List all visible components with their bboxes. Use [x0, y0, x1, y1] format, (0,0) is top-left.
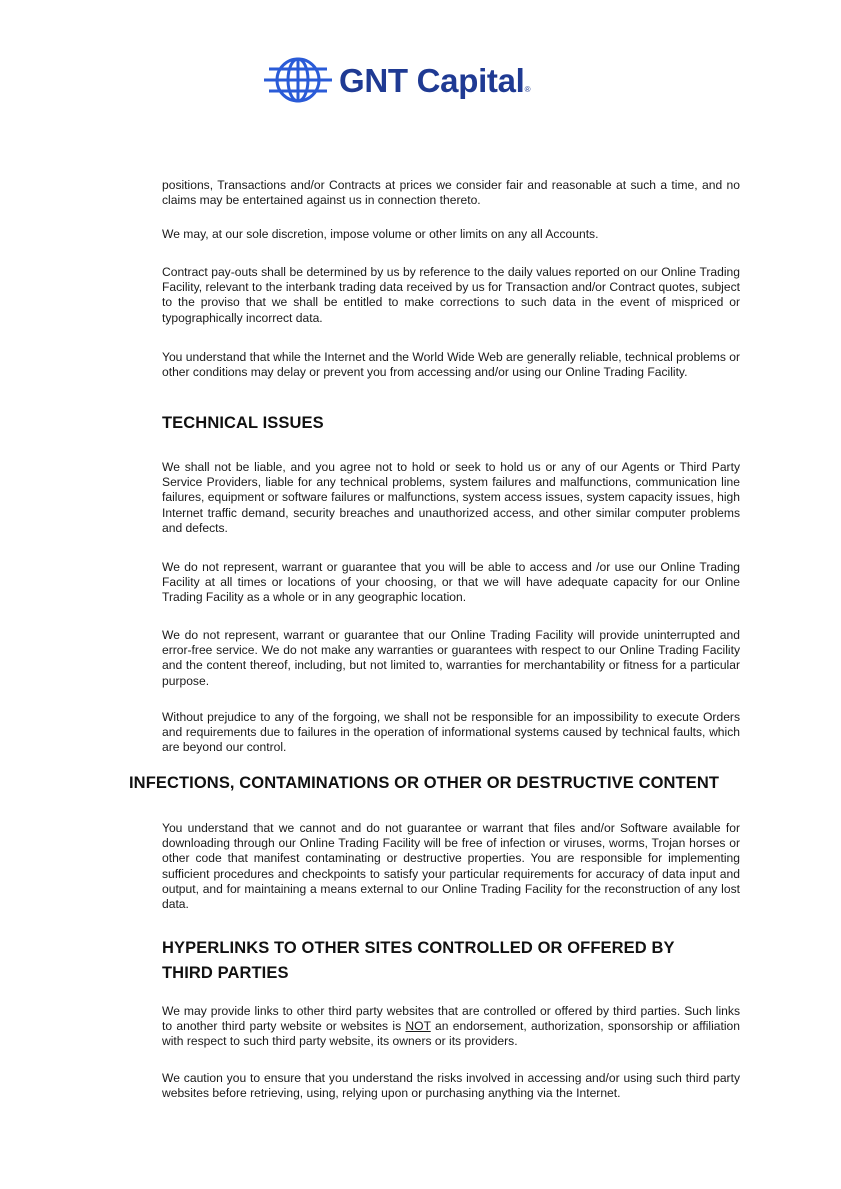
paragraph-caution: We caution you to ensure that you understand the risks involved in accessing and/or using such third party websites before retrieving, using, relying upon or purchasing anything via the Internet. — [162, 1071, 740, 1101]
paragraph-without-prejudice: Without prejudice to any of the forgoing, we shall not be responsible for an impossibility to execute Orders and requirements due to failures in the operation of informational systems caused by technical faults, which are beyond our control. — [162, 710, 740, 755]
paragraph-internet-reliability: You understand that while the Internet and the World Wide Web are generally reliable, technical problems or other conditions may delay or prevent you from accessing and/or using our Online Trading Facility. — [162, 350, 740, 380]
paragraph-contract-payouts: Contract pay-outs shall be determined by us by reference to the daily values reported on our Online Trading Facility, relevant to the interbank trading data received by us for Transaction and/or Contract quotes, subject to the proviso that we shall be entitled to make corrections to such data in the event of mispriced or typographically incorrect data. — [162, 265, 740, 325]
paragraph-access-guarantee: We do not represent, warrant or guarantee that you will be able to access and /or use our Online Trading Facility at all times or locations of your choosing, or that we will have adequate capacity for our Online Trading Facility as a whole or in any geographic location. — [162, 560, 740, 605]
registered-mark: ® — [524, 84, 531, 94]
brand-logo — [263, 52, 583, 108]
heading-infections: INFECTIONS, CONTAMINATIONS OR OTHER OR DESTRUCTIVE CONTENT — [129, 774, 720, 792]
heading-hyperlinks: HYPERLINKS TO OTHER SITES CONTROLLED OR OFFERED BY THIRD PARTIES — [162, 939, 675, 982]
heading-technical-issues: TECHNICAL ISSUES — [162, 414, 324, 432]
paragraph-infections: You understand that we cannot and do not guarantee or warrant that files and/or Software available for downloading through our Online Trading Facility will be free of infection or viruses, worms, Trojan horses or other code that manifest contaminating or destructive properties. You are responsible for implementing sufficient procedures and checkpoints to satisfy your particular requirements for accuracy of data input and output, and for maintaining a means external to our Online Trading Facility for the reconstruction of any lost data. — [162, 821, 740, 912]
not-emphasis: NOT — [405, 1019, 431, 1034]
paragraph-positions: positions, Transactions and/or Contracts at prices we consider fair and reasonable at such a time, and no claims may be entertained against us in connection thereto. — [162, 178, 740, 208]
paragraph-technical-liability: We shall not be liable, and you agree not to hold or seek to hold us or any of our Agents or Third Party Service Providers, liable for any technical problems, system failures and malfunctions, communication line failures, equipment or software failures or malfunctions, system access issues, system capacity issues, high Internet traffic demand, security breaches and unauthorized access, and other similar computer problems and defects. — [162, 460, 740, 535]
paragraph-third-party-links: We may provide links to other third party websites that are controlled or offered by third parties. Such links to another third party website or websites is NOT an endorsement, authorization, sponsorship or affiliation with respect to such third party website, its owners or its providers. — [162, 1004, 740, 1049]
brand-name: GNT Capital® — [339, 61, 531, 99]
paragraph-error-free-service: We do not represent, warrant or guarantee that our Online Trading Facility will provide uninterrupted and error-free service. We do not make any warranties or guarantees with respect to our Online Trading Facility and the content thereof, including, but not limited to, warranties for merchantability or fitness for a particular purpose. — [162, 628, 740, 688]
globe-icon — [263, 52, 333, 108]
paragraph-volume-limits: We may, at our sole discretion, impose volume or other limits on any all Accounts. — [162, 227, 599, 241]
